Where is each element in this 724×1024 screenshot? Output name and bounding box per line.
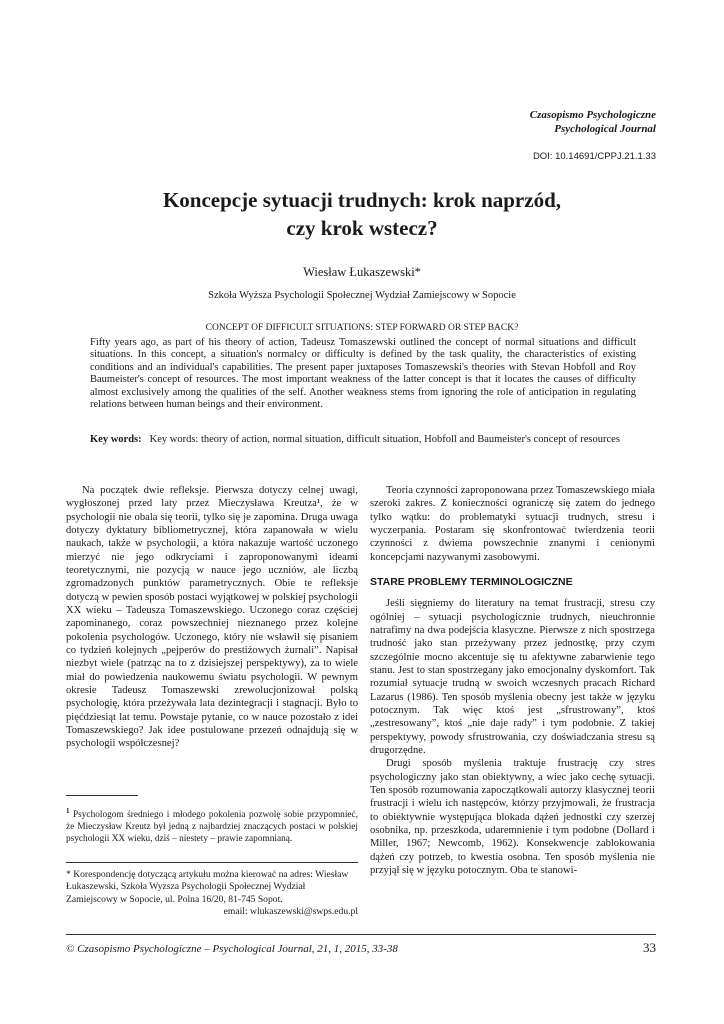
english-title: CONCEPT OF DIFFICULT SITUATIONS: STEP FORWARD OR STEP BACK? <box>205 323 519 333</box>
right-paragraph-2: Jeśli sięgniemy do literatury na temat frustracji, stresu czy ogólniej – sytuacji psychologicznie trudnych, nieuchronnie natrafimy na dwa podejścia klasyczne. Pierwsze z nich spostrzega trudność jako stan przeżywany przez jednostkę, przy czym szczególnie mocno akcentuje się tu afektywne zabarwienie tego stanu. Jest to stan spostrzegany jako emocjonalny dyskomfort. Tak rozumiał sytuacje trudną w swoich wczesnych pracach Richard Lazarus (1986). Ten sposób myślenia obecny jest także w języku potocznym. Tak więc ktoś jest „sfrustrowany”, ktoś „zestresowany”, ktoś „nie daje rady” i tym podobnie. Z takiej perspektywy, powody sfrustrowania, czy doświadczania stresu są drugorzędne. <box>370 598 655 756</box>
correspondence <box>66 869 358 918</box>
footnote-divider <box>66 795 138 796</box>
abstract: Fifty years ago, as part of his theory of action, Tadeusz Tomaszewski outlined the concept of normal situations and difficult situations. In this concept, a situation's normalcy or difficulty is defined by the task quality, the characteristics of existing conditions and an individual's capabilities. The present paper juxtaposes Tomaszewski's theories with Stevan Hobfoll and Roy Baumeister's concept of resources. The most important weakness of the latter concept is that it locates the causes of difficulty almost exclusively among the qualities of the self. Another weakness stems from ignoring the role of anticipation in regulating relations between human beings and their environment. <box>90 337 636 411</box>
title-line-1: Koncepcje sytuacji trudnych: krok naprzód, <box>162 188 562 212</box>
author: Wiesław Łukaszewski* <box>303 265 421 279</box>
right-paragraph-1: Teoria czynności zaproponowana przez Tomaszewskiego miała szeroki zakres. Z konieczności ograniczę się zatem do jednego tylko wątku: do problematyki sytuacji trudnych, stresu i wyczerpania. Postaram się skonfrontować twierdzenia teorii czynności z dwiema powszechnie znanymi i cenionymi koncepcjami nazywanymi zasobowymi. <box>370 485 655 563</box>
journal-name-pl: Czasopismo Psychologiczne <box>529 109 656 121</box>
footer-divider <box>66 934 656 935</box>
correspondence-email[interactable]: email: wlukaszewski@swps.edu.pl <box>223 905 358 917</box>
keywords-label: Key words: <box>90 434 142 445</box>
correspondence-text: * Korespondencję dotyczącą artykułu można kierować na adres: Wiesław Łukaszewski, Szkoła Wyzsza Psychologii Społecznej Wydział Zamiejscowy w Sopocie, ul. Polna 16/20, 81-745 Sopot. <box>66 869 349 905</box>
section-heading: STARE PROBLEMY TERMINOLOGICZNE <box>370 575 573 588</box>
affiliation: Szkoła Wyższa Psychologii Społecznej Wydział Zamiejscowy w Sopocie <box>208 290 516 301</box>
footnote-mark: 1 <box>66 807 70 815</box>
right-paragraph-3: Drugi sposób myślenia traktuje frustrację czy stres psychologiczny jako stan obiektywny, a wiec jako cechę sytuacji. Ten sposób rozumowania zapoczątkowali autorzy klasycznej teorii frustracji i wielu ich następców, którzy przyjmowali, że frustracja to obiektywnie występująca blokada dążeń jednostki czy szerzej osobnika, np. przeszkoda, udaremnienie i tym podobne (Dollard i Miller, 1967; Newcomb, 1962). Konsekwencje zablokowania dążeń czy potrzeb, to kwestia osobna. Ten sposób myślenia nie przyjął się w języku potocznym. Oba te stanowi- <box>370 758 655 876</box>
page-footer <box>66 940 656 956</box>
page-number: 33 <box>643 940 656 955</box>
doi[interactable]: DOI: 10.14691/CPPJ.21.1.33 <box>532 151 656 162</box>
left-column <box>66 484 358 751</box>
footnote <box>66 806 358 845</box>
keywords <box>90 433 636 446</box>
footnote-text: Psychologom średniego i młodego pokolenia pozwolę sobie przypomnieć, że Mieczysław Kreutz był jedną z najbardziej znaczących postaci w polskiej psychologii XX wieku, dziś – niestety – prawie zapomnianą. <box>66 810 358 844</box>
footer-source: © Czasopismo Psychologiczne – Psychological Journal, 21, 1, 2015, 33-38 <box>66 943 398 955</box>
keywords-text: Key words: theory of action, normal situation, difficult situation, Hobfoll and Baumeister's concept of resources <box>149 434 620 445</box>
journal-name-en: Psychological Journal <box>554 123 656 135</box>
left-paragraph-1: Na początek dwie refleksje. Pierwsza dotyczy celnej uwagi, wygłoszonej przed laty przez Mieczysława Kreutza¹, że w psychologii nie obala się teorii, tylko się je zapomina. Druga uwaga dotyczy dyktatury bibliometrycznej, która zapanowała w wielu naukach, także w psychologii, a która nakazuje wartość uczonego mierzyć nie jego odkryciami i zaproponowanymi ideami teoretycznymi, nie pozycją w nauce jego uczniów, ale liczbą zgromadzonych punktów parametrycznych. Obie te refleksje dotyczą w pewien sposób postaci wyjątkowej w polskiej psychologii XX wieku – Tadeusza Tomaszewskiego. Uczonego coraz częściej zapominanego, coraz powszechniej nieznanego przez kolejne pokolenia psychologów. Uczonego, który nie wsławił się pisaniem co tydzień kolejnych „pejperów do prestiżowych żurnali”. Napisał niezbyt wiele (patrząc na to z dzisiejszej perspektywy), za to wiele miał do powiedzenia naukowemu światu psychologii. W pewnym okresie Tadeusz Tomaszewski zrewolucjonizował polską psychologię, która przeżywała lata dezintegracji i stagnacji. Było to pięćdziesiąt lat temu. Powstaje pytanie, co w nauce pozostało z idei Tomaszewskiego? Jak idee postulowane przezeń odnajdują się w psychologii współczesnej? <box>66 485 358 750</box>
right-column <box>370 484 655 877</box>
title-line-2: czy krok wstecz? <box>286 216 438 240</box>
journal-header <box>530 108 656 136</box>
article-title <box>60 186 664 242</box>
correspondence-divider <box>66 862 358 863</box>
